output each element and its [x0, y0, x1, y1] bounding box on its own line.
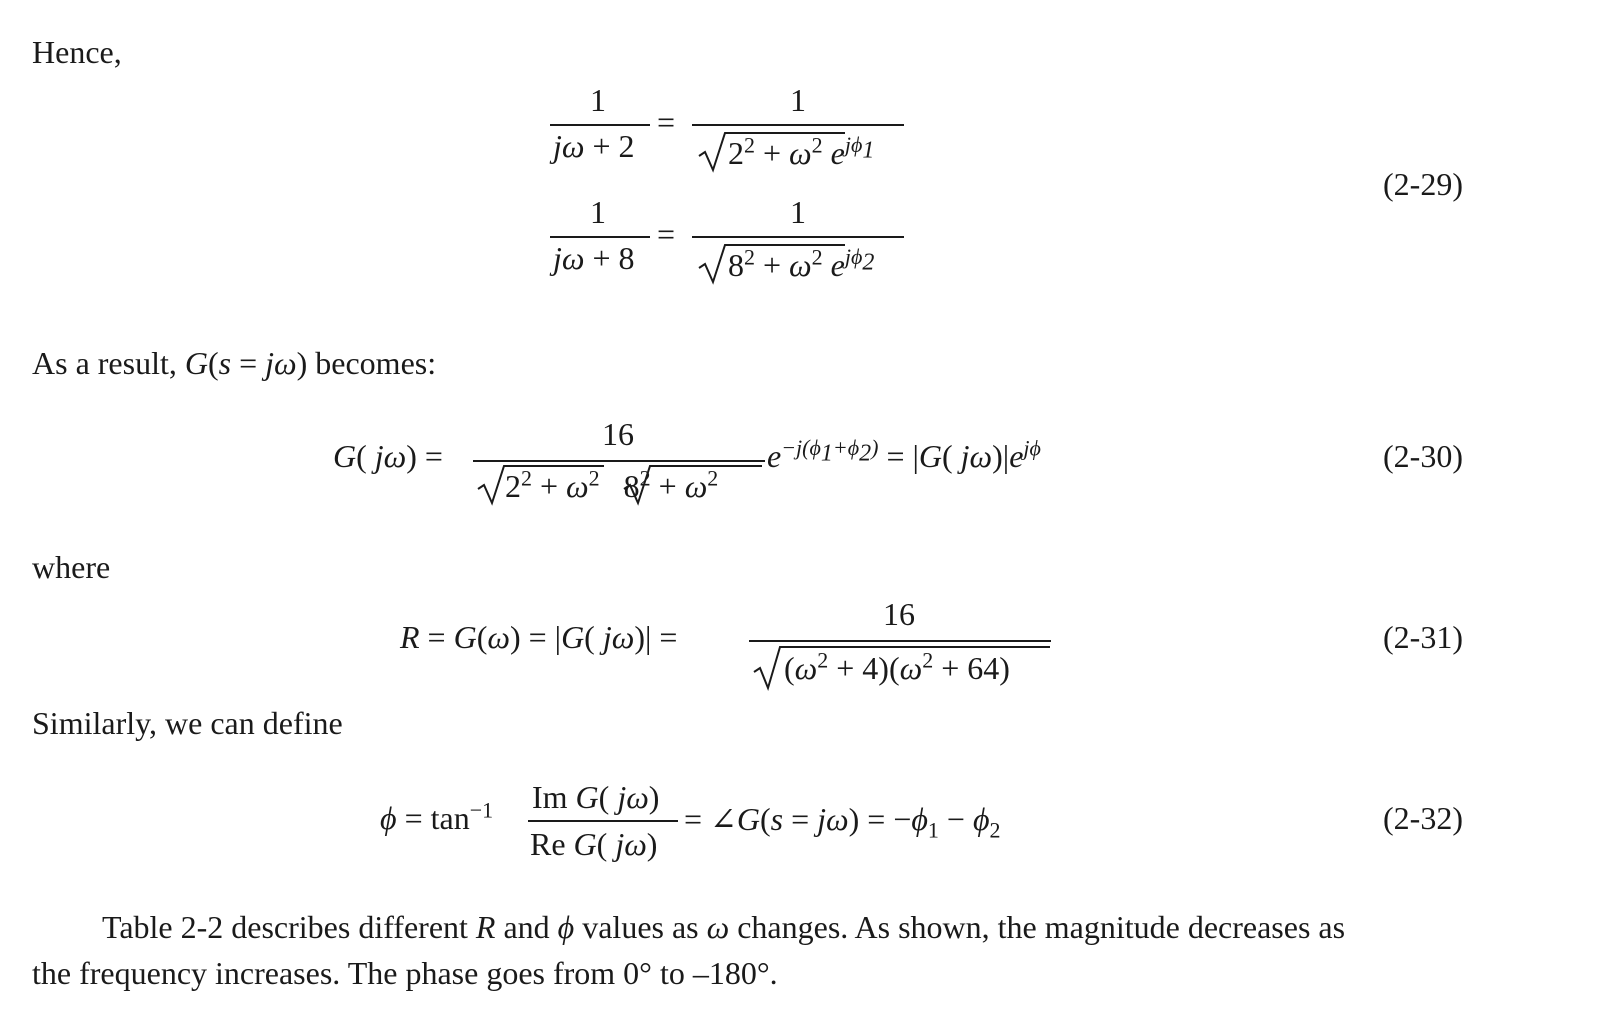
- eq-2-29b-lhs-denominator: jω + 8: [553, 240, 635, 276]
- eq-2-29b-rhs-fraction-bar: [692, 236, 904, 238]
- eq-2-32-fraction-bar: [528, 820, 678, 822]
- eq-2-29-number: (2-29): [1383, 166, 1463, 202]
- eq-2-29b-rhs-denominator: $8^2 + \omega^2$ $e^{j\phi_2}$: [728, 244, 875, 283]
- eq-2-30-numerator: 16: [602, 416, 634, 452]
- eq-2-29b-lhs-numerator: 1: [590, 194, 606, 230]
- eq-2-32-rhs: = ∠G(s = $j\omega) = -\phi_1 - \phi_2$: [684, 801, 1001, 843]
- eq-2-29b-equals: =: [657, 216, 676, 252]
- paragraph-line-1: Table 2-2 describes different R and ϕ values as ω changes. As shown, the magnitude decreases as: [102, 909, 1346, 945]
- eq-2-32-lhs: $\phi = \tan^{-1}$: [380, 797, 494, 836]
- eq-2-32-numerator: Im G( jω): [532, 779, 660, 815]
- text-where: where: [32, 549, 111, 585]
- eq-2-30-rhs: $e^{-j(\phi_1+\phi_2)} = |G$( $j\omega)|e^{j\phi}$: [767, 435, 1041, 474]
- text-hence: Hence,: [32, 34, 122, 70]
- eq-2-29a-rhs-numerator: 1: [790, 82, 806, 118]
- eq-2-29a-rhs-fraction-bar: [692, 124, 904, 126]
- paragraph-line-2: the frequency increases. The phase goes from 0° to –180°.: [32, 955, 778, 991]
- eq-2-31-number: (2-31): [1383, 619, 1463, 655]
- eq-2-31-fraction-bar: [749, 640, 1051, 642]
- eq-2-29b-rhs-numerator: 1: [790, 194, 806, 230]
- text-as-a-result: As a result, G(s = jω) becomes:: [32, 345, 437, 381]
- eq-2-29a-lhs-fraction-bar: [550, 124, 650, 126]
- eq-2-29b-lhs-fraction-bar: [550, 236, 650, 238]
- eq-2-30-denominator: $2^2 + \omega^2$ $8^2 + \omega^2$: [505, 465, 719, 504]
- eq-2-30-number: (2-30): [1383, 438, 1463, 474]
- eq-2-30-lhs: G( jω) =: [333, 438, 443, 474]
- eq-2-32-number: (2-32): [1383, 800, 1463, 836]
- eq-2-30-fraction-bar: [473, 460, 765, 462]
- eq-2-29a-lhs-numerator: 1: [590, 82, 606, 118]
- eq-2-29a-rhs-denominator: $2^2 + \omega^2$ $e^{j\phi_1}$: [728, 132, 875, 171]
- eq-2-31-numerator: 16: [883, 596, 915, 632]
- eq-2-31-denominator: $(\omega^2 + 4)(\omega^2 + 64)$: [784, 647, 1010, 686]
- eq-2-29a-lhs-denominator: jω + 2: [553, 128, 635, 164]
- eq-2-29a-equals: =: [657, 104, 676, 140]
- text-similarly: Similarly, we can define: [32, 705, 343, 741]
- paragraph-table-description: [32, 904, 1472, 996]
- eq-2-31-lhs: R = G(ω) = |G( jω)| =: [400, 619, 678, 655]
- eq-2-32-denominator: Re G( jω): [530, 826, 658, 862]
